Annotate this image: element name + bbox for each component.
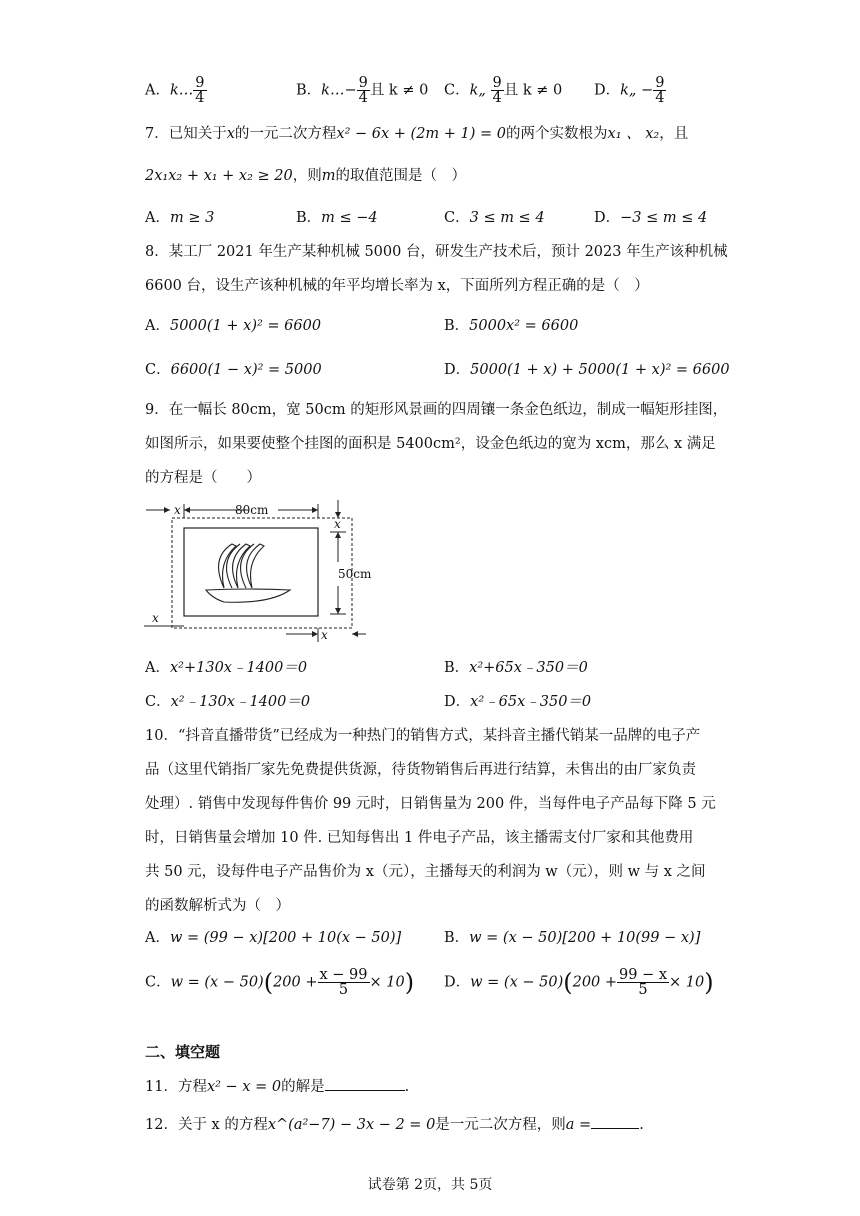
text: 的一元二次方程	[234, 126, 337, 142]
option-text: 200 +	[273, 974, 318, 991]
outer-frame	[172, 518, 352, 628]
q10-option-b[interactable]	[444, 928, 700, 948]
option-label: B．	[296, 210, 322, 226]
text: ，则	[292, 168, 322, 184]
x-label-top: x	[174, 503, 181, 517]
option-label: C．	[145, 974, 171, 991]
q7-roots: x₁ 、 x₂	[607, 126, 660, 142]
option-text: 5000(1 + x)² = 6600	[169, 318, 322, 334]
fraction-denominator: 5	[338, 982, 349, 998]
q10-stem-line1: 10．“抖音直播带货”已经成为一种热门的销售方式，某抖音主播代销某一品牌的电子产	[145, 728, 701, 744]
fraction-denominator: 4	[492, 90, 502, 106]
option-label: D．	[444, 362, 471, 378]
fraction-numerator: 9	[358, 75, 368, 91]
fraction-denominator: 5	[638, 982, 648, 998]
q7-option-b[interactable]	[296, 208, 378, 228]
q10-option-d[interactable]: D．w = (x − 50)(200 + $\frac{99 - x}{5}$ × 10)	[444, 967, 714, 998]
fraction	[653, 76, 666, 105]
q10-stem-line4: 时，日销售量会增加 10 件. 已知每售出 1 件电子产品，该主播需支付厂家和其他费用	[145, 830, 694, 846]
q9-stem-line1: 9．在一幅长 80cm，宽 50cm 的矩形风景画的四周镶一条金色纸边，制成一幅矩形挂图，	[145, 402, 728, 418]
fraction-numerator: x − 99	[319, 967, 368, 983]
option-text: 3 ≤ m ≤ 4	[469, 210, 545, 226]
q9-stem-line2: 如图所示，如果要使整个挂图的面积是 5400cm²，设金色纸边的宽为 xcm，那么 x 满足	[145, 436, 716, 452]
width-label: 80cm	[235, 503, 269, 517]
sailboat-icon	[206, 544, 290, 602]
text: ，且	[659, 126, 689, 142]
fraction-denominator: 4	[195, 90, 205, 106]
q12-variable: a =	[565, 1117, 592, 1133]
q10-option-c[interactable]: C．w = (x − 50)(200 + $\frac{x - 99}{5}$ × 10)	[145, 967, 415, 998]
option-label: A．	[145, 660, 170, 676]
x-label-bottom-left: x	[152, 611, 159, 625]
q11-equation: x² − x = 0	[206, 1079, 282, 1095]
q8-option-a[interactable]	[145, 316, 321, 336]
option-text: w = (x − 50)[200 + 10(99 − x)]	[469, 930, 701, 946]
q12-line	[145, 1114, 644, 1135]
q8-option-c[interactable]	[145, 360, 322, 380]
option-label: D．	[594, 82, 621, 99]
fraction-denominator: 4	[655, 90, 665, 106]
fraction	[617, 968, 669, 997]
q9-figure	[140, 496, 380, 646]
option-text: 5000x² = 6600	[469, 318, 579, 334]
fraction-numerator: 99 − x	[619, 967, 668, 983]
option-label: B．	[444, 318, 470, 334]
option-text: k„	[469, 82, 486, 99]
fraction-denominator: 4	[358, 90, 368, 106]
option-label: A．	[145, 930, 170, 946]
page-footer: 试卷第 2页，共 5页	[367, 1177, 493, 1193]
fraction-numerator: 9	[195, 75, 205, 91]
q7-option-a[interactable]	[145, 208, 214, 228]
q7-condition: 2x₁x₂ + x₁ + x₂ ≥ 20	[145, 168, 293, 184]
text: 的两个实数根为	[506, 126, 608, 142]
option-label: A．	[145, 82, 170, 99]
option-label: C．	[145, 362, 171, 378]
q11-line	[145, 1076, 409, 1097]
option-label: B．	[444, 660, 470, 676]
text: 7．已知关于	[145, 126, 227, 142]
option-text: 6600(1 − x)² = 5000	[170, 362, 322, 378]
x-label-bottom-right: x	[321, 628, 328, 642]
q10-stem-line2: 品（这里代销指厂家先免费提供货源，待货物销售后再进行结算，未售出的由厂家负责	[145, 762, 696, 778]
option-text: 200 +	[572, 974, 618, 991]
fraction-numerator: 9	[655, 75, 665, 91]
option-text: k…	[169, 82, 194, 99]
q7-option-d[interactable]	[594, 208, 707, 228]
option-text: w = (x − 50)	[470, 974, 564, 991]
q8-option-d[interactable]	[444, 360, 730, 380]
section-heading: 二、填空题	[145, 1043, 221, 1061]
fraction	[193, 76, 206, 105]
text: 是一元二次方程，则	[435, 1117, 566, 1133]
q10-stem-line3: 处理）. 销售中发现每件售价 99 元时，日销售量为 200 件，当每件电子产品每下降 5 元	[145, 796, 716, 812]
q8-stem-line1: 8．某工厂 2021 年生产某种机械 5000 台，研发生产技术后，预计 2023 年生产该种机械	[145, 244, 728, 260]
fraction	[357, 76, 370, 105]
q8-option-b[interactable]	[444, 316, 578, 336]
q7-stem-line2: 2x₁x₂ + x₁ + x₂ ≥ 20，则m的取值范围是（ ）	[145, 168, 466, 184]
option-text: × 10	[369, 974, 405, 991]
option-text: k…−	[321, 82, 357, 99]
q6-option-a[interactable]	[145, 76, 207, 105]
text: 11．方程	[145, 1079, 207, 1095]
option-text: x²﹣65x﹣350＝0	[470, 694, 592, 710]
option-label: D．	[444, 694, 471, 710]
option-text: x²+130x﹣1400＝0	[169, 660, 308, 676]
option-text: m ≥ 3	[169, 210, 215, 226]
q9-option-c[interactable]	[145, 692, 310, 712]
option-label: C．	[145, 694, 171, 710]
q6-option-c[interactable]	[444, 76, 562, 105]
q9-option-d[interactable]	[444, 692, 591, 712]
q10-stem-line5: 共 50 元，设每件电子产品售价为 x（元），主播每天的利润为 w（元），则 w 与 x 之间	[145, 864, 706, 880]
q7-equation: x² − 6x + (2m + 1) = 0	[336, 126, 507, 142]
option-label: A．	[145, 210, 170, 226]
option-label: B．	[444, 930, 470, 946]
fraction-numerator: 9	[492, 75, 502, 91]
q10-option-a[interactable]	[145, 928, 401, 948]
q7-stem-line1: 7．已知关于x的一元二次方程x² − 6x + (2m + 1) = 0的两个实数根为x₁ 、 x₂，且	[145, 126, 689, 142]
option-text: w = (x − 50)	[170, 974, 264, 991]
height-label: 50cm	[338, 567, 372, 581]
fraction	[491, 76, 504, 105]
option-label: C．	[444, 210, 470, 226]
q6-option-d[interactable]	[594, 76, 666, 105]
option-text: −3 ≤ m ≤ 4	[620, 210, 708, 226]
text: 的取值范围是（ ）	[335, 168, 466, 184]
option-text: k„ −	[620, 82, 654, 99]
option-suffix: 且 k ≠ 0	[369, 82, 429, 99]
text: 12．关于 x 的方程	[145, 1117, 268, 1133]
text: 的解是	[281, 1079, 325, 1095]
text: .	[404, 1079, 410, 1095]
option-text: 5000(1 + x) + 5000(1 + x)² = 6600	[470, 362, 730, 378]
text: .	[639, 1117, 644, 1133]
option-text: x²﹣130x﹣1400＝0	[170, 694, 311, 710]
q9-option-a[interactable]	[145, 658, 307, 678]
option-label: C．	[444, 82, 470, 99]
option-suffix: 且 k ≠ 0	[503, 82, 563, 99]
answer-blank[interactable]	[591, 1114, 639, 1129]
fraction	[318, 968, 370, 997]
q12-equation: x^(a²−7) − 3x − 2 = 0	[267, 1117, 436, 1133]
option-label: D．	[444, 974, 471, 991]
option-text: x²+65x﹣350＝0	[469, 660, 588, 676]
q9-stem-line3: 的方程是（ ）	[145, 470, 261, 486]
option-text: × 10	[669, 974, 705, 991]
q8-stem-line2: 6600 台，设生产该种机械的年平均增长率为 x，下面所列方程正确的是（ ）	[145, 278, 649, 294]
q6-option-b[interactable]	[296, 76, 428, 105]
q7-option-c[interactable]	[444, 208, 545, 228]
option-label: A．	[145, 318, 170, 334]
q10-stem-line6: 的函数解析式为（ ）	[145, 898, 290, 914]
option-label: B．	[296, 82, 322, 99]
answer-blank[interactable]	[325, 1076, 405, 1091]
option-text: m ≤ −4	[321, 210, 378, 226]
x-label-right: x	[334, 517, 341, 531]
q9-option-b[interactable]	[444, 658, 588, 678]
option-text: w = (99 − x)[200 + 10(x − 50)]	[169, 930, 402, 946]
option-label: D．	[594, 210, 621, 226]
